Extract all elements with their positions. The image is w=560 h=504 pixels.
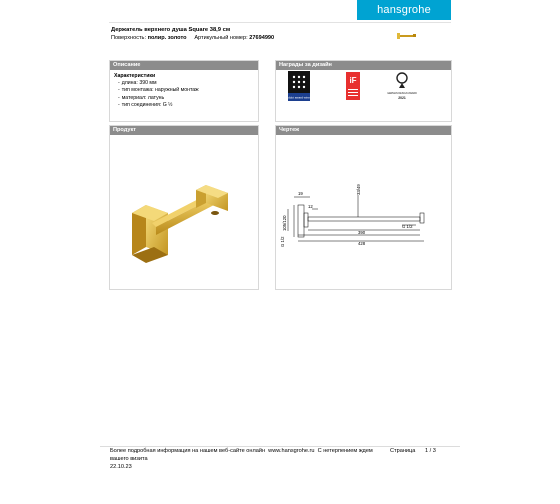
dim-label: 12 bbox=[308, 204, 313, 209]
list-item: - материал: латунь bbox=[118, 95, 254, 102]
dim-label: G 1/2 bbox=[402, 224, 413, 229]
footer-invite: С нетерпением ждем bbox=[317, 448, 373, 454]
footer-visit: вашего визита bbox=[110, 455, 148, 462]
product-meta bbox=[111, 35, 274, 41]
brand-logo: hansgrohe bbox=[357, 0, 451, 20]
drawing-header: Чертеж bbox=[276, 126, 451, 135]
german-design-award-year: 2021 bbox=[398, 96, 406, 100]
german-design-award bbox=[387, 71, 417, 103]
surface-label: Поверхность: bbox=[111, 35, 147, 41]
header-divider bbox=[109, 22, 451, 23]
german-design-award-text: GERMAN DESIGN AWARD bbox=[387, 92, 417, 95]
drawing-panel bbox=[275, 125, 452, 290]
reddot-award bbox=[285, 71, 313, 101]
dim-label: G 1/2 bbox=[280, 236, 285, 247]
list-item: - тип монтажа: наружный монтаж bbox=[118, 87, 254, 94]
dim-label: 428 bbox=[358, 241, 366, 246]
dim-label: 105/120 bbox=[282, 215, 287, 231]
reddot-award-icon bbox=[285, 71, 313, 101]
footer-date: 22.10.23 bbox=[110, 464, 132, 470]
characteristics-list bbox=[118, 80, 254, 109]
article-value: 27694990 bbox=[249, 35, 275, 41]
footer-divider bbox=[100, 446, 460, 447]
surface-value: полир. золото bbox=[147, 35, 187, 41]
product-panel bbox=[109, 125, 259, 290]
list-item: - длина: 390 мм bbox=[118, 80, 254, 87]
product-image bbox=[110, 135, 258, 287]
list-item: - тип соединения: G ½ bbox=[118, 102, 254, 109]
awards-header: Награды за дизайн bbox=[276, 61, 451, 70]
page-number: 1 / 3 bbox=[425, 448, 436, 454]
product-thumbnail bbox=[396, 30, 418, 40]
product-header: Продукт bbox=[110, 126, 258, 135]
footer-link[interactable]: www.hansgrohe.ru bbox=[268, 448, 315, 454]
description-header: Описание bbox=[110, 61, 258, 70]
description-panel bbox=[109, 60, 259, 122]
reddot-award-text: reddot award winner bbox=[285, 95, 313, 100]
footer-text bbox=[110, 448, 373, 463]
footer-info: Более подробная информация на нашем веб-сайте онлайн bbox=[110, 448, 266, 454]
product-title: Держатель верхнего душа Square 38,9 см bbox=[111, 27, 231, 33]
if-award-text: iF bbox=[349, 76, 357, 85]
dim-label: 33/49 bbox=[356, 184, 361, 195]
if-award bbox=[346, 72, 360, 100]
dim-label: 19 bbox=[298, 191, 303, 196]
characteristics-heading: Характеристики bbox=[114, 73, 156, 79]
if-award-icon bbox=[346, 72, 360, 100]
awards-panel bbox=[275, 60, 452, 122]
german-design-award-icon bbox=[387, 71, 417, 103]
article-label: Артикульный номер: bbox=[194, 35, 248, 41]
dim-label: 390 bbox=[358, 230, 366, 235]
technical-drawing bbox=[276, 135, 451, 287]
page-label: Страница bbox=[390, 448, 416, 454]
